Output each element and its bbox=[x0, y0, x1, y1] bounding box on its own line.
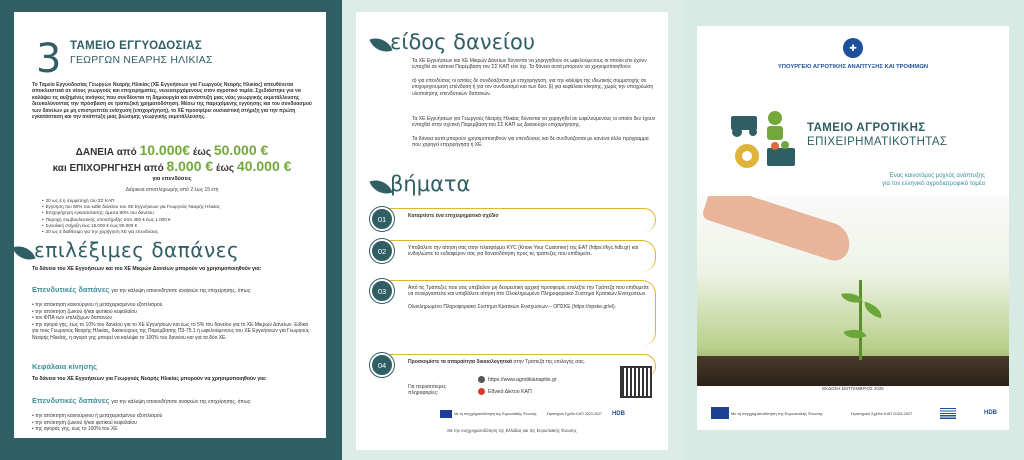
investment-costs-label: Επενδυτικές δαπάνες για την κάλυψη οποιονδήποτε αναγκών της επιχείρησης, όπως: bbox=[32, 285, 252, 294]
cofinance-footer: Με την συγχρηματοδότηση της Ελλάδας και της Ευρωπαϊκής Ένωσης bbox=[447, 428, 577, 433]
repayment-duration: Διάρκεια αποπληρωμής από 2 έως 15 έτη bbox=[125, 187, 219, 193]
ministry-name: ΥΠΟΥΡΓΕΙΟ ΑΓΡΟΤΙΚΗΣ ΑΝΑΠΤΥΞΗΣ ΚΑΙ ΤΡΟΦΙΜΩΝ bbox=[777, 64, 929, 70]
eu-flag-icon bbox=[711, 407, 729, 419]
hand-image bbox=[701, 196, 855, 264]
investment-costs-label-2: Επενδυτικές δαπάνες για την κάλυψη οποιονδήποτε αναγκών της επιχείρησης, όπως: bbox=[32, 396, 252, 405]
fund-title: ΤΑΜΕΙΟ ΕΓΓΥΟΔΟΣΙΑΣ bbox=[70, 40, 203, 52]
fund-subtitle: ΓΕΩΡΓΩΝ ΝΕΑΡΗΣ ΗΛΙΚΙΑΣ bbox=[70, 54, 213, 66]
fund-title: ΤΑΜΕΙΟ ΑΓΡΟΤΙΚΗΣ bbox=[807, 122, 926, 134]
eu-logo: Με τη συγχρηματοδότηση της Ευρωπαϊκής Ένωσης bbox=[709, 406, 825, 420]
fund-intro: Το Ταμείο Εγγυοδοσίας Γεωργών Νεαρής Ηλικίας (ΧΕ Εγγυήσεων για Γεωργούς Νεαρής Ηλικίας) απευθύνεται αποκλειστικά σε νέους γεωργούς και επιχειρηματίες, νεοεισερχόμενους στον αγροτικό τομέα. Σχεδιάστηκε για να καλύψει τις αυξημένες ανάγκες που συνδέονται τη δημιουργία και ανάπτυξη μιας νέας γεωργικής εκμετάλλευσης διευκολύνοντας την πρόσβαση σε τραπεζική χρηματοδότηση. Μέσω της παρεχόμενης εγγύησης και του συνδυασμού των δανείων με μη επιστρεπτέα ενίσχυση (επιχορήγηση), το ΧΕ προσφέρει ουσιαστική στήριξη για την πρώτη εγκατάσταση και την ανάπτυξη μιας βιώσιμης γεωργικής εκμετάλλευσης. bbox=[32, 82, 312, 121]
list-item: • την απόκτηση καινούργιου ή μεταχειρισμένου εξοπλισμού bbox=[32, 302, 314, 309]
steps-heading: βήματα bbox=[390, 172, 471, 196]
list-item: • την απόκτηση καινούργιου ή μεταχειρισμένου εξοπλισμού bbox=[32, 413, 314, 420]
loan-type-para-1b: α) για επενδύσεις οι οποίες δε συνδυάζονται με επιχορήγηση, για την κάλυψη της ιδιωτικής συμμετοχής σε επιχορηγούμενη επένδυση ή για τον συνδυασμό και των δύο. β) για κεφάλαια κίνησης, χωρίς την υποχρέωση υλοποίησης επενδυτικών δαπανών. bbox=[412, 78, 654, 97]
loan-type-heading: είδος δανείου bbox=[390, 30, 536, 54]
list-item: • Επιχορήγηση εγκατάστασης: άμεσα 80% του δανείου bbox=[42, 210, 322, 216]
sprout-image bbox=[859, 280, 862, 360]
info-label: Για περισσότερες πληροφορίες: bbox=[408, 384, 447, 397]
per-investment: για επενδύσεις bbox=[152, 176, 192, 182]
investment-costs-list bbox=[32, 302, 314, 342]
tagline: Ένας καινοτόμος μοχλός ανάπτυξης για τον ελληνικό αγροδιατροφικό τομέα bbox=[882, 173, 985, 187]
list-item: • τον ΦΠΑ των επιλέξιμων δαπανών bbox=[32, 315, 314, 322]
step-3: 03 Από τις Τράπεζες που σας υπέβαλον μη δεσμευτική αρχική προσφορά, επιλέξτε την Τράπεζα που επιθυμείτε να συνεργαστείτε και υποβάλετε αίτηση στο Ολοκληρωμένο Πληροφοριακό Σύστημα Κρατικών Ενισχύσεων. Ολοκληρωμένο Πληροφοριακό Σύστημα Κρατικών Ενισχύσεων – ΟΠΣΚΕ (https://opske.gr/el). bbox=[380, 280, 656, 346]
list-item: • 20 ως 4 διαθέσιμο για την χορήγηση ΧΕ για επενδύσεις bbox=[42, 229, 322, 235]
cap-plan-logo: Στρατηγικό Σχέδιο ΚΑΠ 2023-2027 bbox=[546, 412, 602, 416]
loan-type-para-2: Τα ΧΕ Εγγυήσεων για Γεωργούς Νεαρής Ηλικίας δύνανται να χορηγηθεί σε ωφελούμενους οι οποίοι δεν έχουν ενταχθεί στην σχετική Παρέμβαση του ΣΣ ΚΑΠ ως Δικαιούχοι επιχορήγησης. bbox=[412, 116, 656, 129]
investment-costs-list-2 bbox=[32, 413, 314, 433]
sprout-leaf bbox=[862, 302, 884, 319]
cap-plan-logo: Στρατηγικό Σχέδιο ΚΑΠ 2023-2027 bbox=[850, 410, 913, 416]
edition-label: ΕΚΔΟΣΗ ΣΕΠΤΕΜΒΡΙΟΣ 2025 bbox=[822, 386, 884, 391]
soil-image bbox=[697, 356, 1009, 386]
step-number: 04 bbox=[370, 353, 394, 377]
hdb-logo: HDB bbox=[984, 410, 997, 416]
section-number: 3 bbox=[36, 36, 62, 82]
website-link[interactable]: https://www.agrotikianaptixi.gr bbox=[478, 376, 557, 383]
step-number: 01 bbox=[370, 207, 394, 231]
panel-right bbox=[683, 0, 1024, 460]
list-item: • Συνολική στήριξη έως 15.000 € έως 90.000 € bbox=[42, 223, 322, 229]
step-number: 02 bbox=[370, 239, 394, 263]
young-farmers-intro: Τα δάνεια του ΧΕ Εγγυήσεων για Γεωργούς Νεαρής Ηλικίας μπορούν να χρησιμοποιηθούν για: bbox=[32, 376, 267, 382]
greek-flag-icon bbox=[938, 406, 958, 420]
agriculture-illustration-icon bbox=[729, 108, 801, 174]
list-item: • την απόκτηση ζωικού ή/και φυτικού κεφαλαίου bbox=[32, 309, 314, 316]
panel-left bbox=[0, 0, 342, 460]
sponsor-logos bbox=[438, 408, 638, 420]
eu-flag-icon bbox=[440, 410, 452, 418]
fund-bullets bbox=[42, 198, 322, 235]
guarantee-fund-card bbox=[14, 12, 326, 438]
loan-type-para-2b: Τα δάνεια αυτά μπορούν χρησιμοποιηθούν για επενδύσεις και δε συνδυάζονται με κανένα άλλο πρόγραμμα που χορηγεί επιχορήγηση ή ΧΕ. bbox=[412, 136, 649, 149]
cover-card bbox=[697, 26, 1009, 430]
list-item: • την απόκτηση ζωικού ή/και φυτικού κεφαλαίου bbox=[32, 420, 314, 427]
working-capital-label: Κεφάλαια κίνησης bbox=[32, 362, 98, 371]
hdb-logo: HDB bbox=[611, 411, 625, 417]
greek-emblem-icon: ✚ bbox=[843, 38, 863, 58]
list-item: • Εγγύηση του 80% του κάθε δανείου του ΧΕ Εγγυήσεων για Γεωργούς Νεαρής Ηλικίας bbox=[42, 204, 322, 210]
step-1: 01 Καταρτίστε ένα επιχειρηματικό σχέδιο bbox=[380, 208, 656, 232]
eu-logo: Με τη συγχρηματοδότηση της Ευρωπαϊκής Ένωσης bbox=[438, 409, 539, 419]
globe-icon bbox=[478, 376, 485, 383]
panel-middle bbox=[342, 0, 683, 460]
sprout-leaf bbox=[844, 325, 867, 343]
fund-subtitle: ΕΠΙΧΕΙΡΗΜΑΤΙΚΟΤΗΤΑΣ bbox=[807, 136, 948, 148]
loan-range: ΔΑΝΕΙΑ από 10.000€ έως 50.000 € bbox=[75, 142, 269, 158]
grant-range: και ΕΠΙΧΟΡΗΓΗΣΗ από 8.000 € έως 40.000 € bbox=[52, 158, 292, 174]
network-link[interactable]: Εθνικό Δίκτυο ΚΑΠ bbox=[478, 388, 532, 395]
cover-photo bbox=[697, 196, 1009, 386]
step-number: 03 bbox=[370, 279, 394, 303]
step-2: 02 Υποβάλετε την αίτηση σας στην πλατφόρμα KYC (Know Your Customer) της ΕΑΤ (https://kyc.hdb.gr) και ενδιηλώστε το ενδιαφέρον σας για δανειοδότηση προς τις τράπεζες που επιθυμείτε. bbox=[380, 240, 656, 272]
youtube-icon bbox=[478, 388, 485, 395]
qr-code bbox=[620, 366, 652, 398]
list-item: • της αγοράς γης, έως το 100% του ΧΕ bbox=[32, 426, 314, 433]
eligible-heading: επιλέξιμες δαπάνες bbox=[34, 238, 240, 262]
sponsor-logos bbox=[709, 404, 999, 422]
loan-type-para-1: Τα ΧΕ Εγγυήσεων και ΧΕ Μικρών Δανείων δύνανται να χορηγηθούν σε ωφελούμενους οι οποίοι είτε έχουν ενταχθεί σε κάποια Παρέμβαση του ΣΣ ΚΑΠ είτε όχι. Τα δάνεια αυτά μπορούν να χρησιμοποιηθούν: bbox=[412, 58, 647, 71]
step-4: 04 Προσκομίστε τα απαραίτητα δικαιολογητικά στην Τράπεζα της επιλογής σας. bbox=[380, 354, 656, 378]
list-item: • την αγορά γης, έως το 10% του δανείου για το ΧΕ Εγγυήσεων και έως το 5% του δανείου για το ΧΕ Μικρών Δανείων. Ειδικά για τους Γεωργούς Νεαρής Ηλικίας, δικαιούχους της Παρέμβασης Π3-75.1 ή ωφελούμενους του ΧΕ Εγγυήσεων για Γεωργούς Νεαρής Ηλικίας, η αγορά γης μπορεί να καλύψει το 100% του δανείου και για τα δύο ΧΕ. bbox=[32, 322, 314, 342]
leaf-icon bbox=[14, 241, 36, 264]
eligible-intro: Τα δάνεια του ΧΕ Εγγυήσεων και του ΧΕ Μικρών Δανείων μπορούν να χρησιμοποιηθούν για: bbox=[32, 266, 262, 272]
loan-type-card bbox=[356, 12, 668, 450]
list-item: • Παροχή συμβουλευτικής υποστήριξης από 400 € έως 1.000 € bbox=[42, 217, 322, 223]
list-item: • 20 ως 4 η συμμετοχή του ΣΣ ΚΑΠ bbox=[42, 198, 322, 204]
